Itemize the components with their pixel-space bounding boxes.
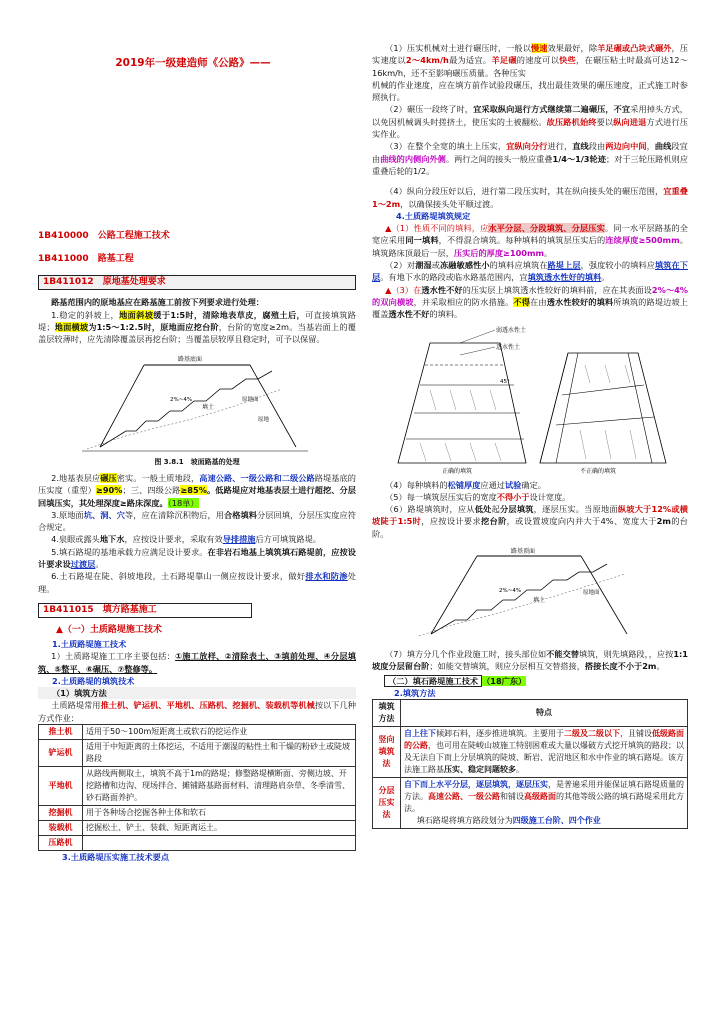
rule-3: ▲（3）在透水性不好的压实层上填筑透水性较好的填料前，应在其表面设2%～4%的双向横坡，并采取相应的防水措施。不得在由透水性较好的填料所填筑的路堤边坡上覆盖透水性不好的填料。 <box>372 284 688 320</box>
fig2-label-3: 45° <box>500 378 510 385</box>
fig2-label-1: 弱透水性土 <box>496 326 527 334</box>
table-row <box>373 727 688 778</box>
method-vertical: 竖向填筑法 <box>373 727 401 778</box>
heading-1b410000: 1B410000 公路工程施工技术 <box>38 230 170 241</box>
machine-desc: 挖掘松土、铲土、装载、短距离运土。 <box>83 820 356 835</box>
left-column <box>38 0 356 863</box>
heading-1b411015: 1B411015 填方路基施工 <box>38 603 252 619</box>
fig1-ground-label-a: 原地面 <box>242 397 259 404</box>
table-header-row <box>373 700 688 727</box>
compact-para-1-cont: 机械的作业速度，应在填方前作试验段碾压，找出最佳效果的碾压速度，正式施工时参照执行。 <box>372 79 688 103</box>
machine-desc <box>83 835 356 850</box>
para-2: 2.地基表层应碾压密实。一般土质地段，高速公路、一级公路和二级公路路堤基底的压实度（重型）≥90%；三、四级公路≥85%。低路堤应对地基表层土进行超挖、分层回填压实，其处理深度≥路床深度。（18单） <box>38 472 356 508</box>
heading-1b411012: 1B411012 原地基处理要求 <box>38 275 356 291</box>
subheading-fill-method: 2.填筑方法 <box>394 687 436 698</box>
fig1-caption: 图 3.8.1 坡面路基的处理 <box>154 458 240 467</box>
method-layered: 分层压实法 <box>373 778 401 829</box>
rule-5: （5）每一填筑层压实后的宽度不得小于设计宽度。 <box>385 491 571 502</box>
machine-desc: 从路线两侧取土，填筑不高于1m的路堤；修整路堤横断面、旁侧边坡、开挖路槽和边沟、现场拌合、摊铺路基路面材料、清理路肩杂草、冬季清雪、砂石路面养护。 <box>83 766 356 805</box>
machine-name: 压路机 <box>39 835 83 850</box>
fig2-caption-incorrect: 不正确的填筑 <box>580 467 617 475</box>
subheading-fill-rules: 4.土质路堤填筑规定 <box>396 210 471 221</box>
para-3: 3.原地面坑、洞、穴等，应在清除沉积物后，用合格填料分层回填，分层压实度应符合规定。 <box>38 509 356 533</box>
fig3-top-label: 路基顶面 <box>511 548 536 556</box>
machine-name: 平地机 <box>39 766 83 805</box>
header-method: 填筑方法 <box>373 700 401 727</box>
machine-name: 挖掘机 <box>39 805 83 820</box>
machine-desc: 用于各种场合挖掘各种土体和软石 <box>83 805 356 820</box>
subheading-compaction: 3.土质路堤压实施工技术要点 <box>62 851 170 862</box>
subheading-filling-tech: 2.土质路堤的填筑技术 <box>52 675 135 686</box>
subheading-filling-method: （1）填筑方法 <box>38 687 356 699</box>
fig2-caption-correct: 正确的填筑 <box>442 467 473 475</box>
para-1: 1.稳定的斜坡上，地面斜坡缓于1:5时，清除地表草皮，腐殖土后，可直接填筑路堤；地面横坡为1:5～1:2.5时，原地面应挖台阶，台阶的宽度≥2m。当基岩面上的覆盖层较薄时，应先清除覆盖层再挖台阶；当覆盖层较厚且稳定时，可予以保留。 <box>38 309 356 345</box>
machine-name: 铲运机 <box>39 739 83 766</box>
section-soil-embankment: ▲（一）土质路堤施工技术 <box>56 625 162 636</box>
fig1-slope-label: 2%~4% <box>170 397 193 404</box>
compact-para-2: （2）碾压一段终了时，宜采取纵向退行方式继续第二遍碾压，不宜采用掉头方式，以免因机械调头时搓挤土，使压实的土被翻松。故压路机始终要以纵向进退方式进行压实作业。 <box>372 104 688 140</box>
method-layered-desc: 自下而上水平分层，逐层填筑，逐层压实，是普遍采用并能保证填石路堤质量的方法。高速公路、一级公路和铺设高级路面的其他等级公路的填石路堤采用此方法。 填石路堤将填方路段划分为四级施工台阶、四个作业 <box>401 778 688 829</box>
rule-6: （6）路堤填筑时，应从低处起分层填筑，逐层压实。当原地面纵坡大于12%或横坡陡于1:5时，应按设计要求挖台阶，或设置坡度向内并大于4%、宽度大于2m的台阶。 <box>372 504 688 539</box>
compact-para-3: （3）在整个全宽的填土上压实，宜纵向分行进行，直线段由两边向中间，曲线段宜由曲线的内侧向外侧。两行之间的接头一般应重叠1/4～1/3轮迹；对于三轮压路机则应重叠后轮的1/2。 <box>372 141 688 176</box>
table-row <box>39 724 356 739</box>
fill-layers-figure <box>390 325 670 475</box>
embankment-figure-1 <box>82 349 312 457</box>
fig2-label-2: 透水性土 <box>496 343 521 351</box>
rule-2: （2）对潮湿或冻融敏感性小的填料应填筑在路堤上层，强度较小的填料应填筑在下层。有地下水的路段或临水路基范围内，宜填筑透水性好的填料。 <box>372 260 688 283</box>
compact-para-4: （4）纵向分段压好以后，进行第二段压实时，其在纵向接头处的碾压范围，宜重叠1～2m，以确保接头处平顺过渡。 <box>372 186 688 209</box>
table-row <box>373 778 688 829</box>
fig3-fill-label: 填土 <box>533 597 546 605</box>
machine-desc: 适用于中短距离的土体挖运，不适用于潮湿的粘性土和干燥的粉砂土或陡坡路段 <box>83 739 356 766</box>
subheading-soil-tech: 1.土质路堤施工技术 <box>52 638 127 649</box>
compact-para-1: （1）压实机械对土进行碾压时，一般以慢速效果最好，除羊足碾或凸块式碾外，压实速度以2～4km/h最为适宜。羊足碾的速度可以快些，在碾压粘土时最高可达12～16km/h，还不至影响碾压质量。各种压实 <box>372 43 688 78</box>
heading-1b411000: 1B411000 路基工程 <box>38 254 134 265</box>
para-5: 5.填石路堤的基地承载力应满足设计要求。在非岩石地基上填筑填石路堤前，应按设计要求设过渡层。 <box>38 546 356 570</box>
machine-name: 装载机 <box>39 820 83 835</box>
table-row <box>39 739 356 766</box>
table-row <box>39 835 356 850</box>
machine-name: 推土机 <box>39 724 83 739</box>
process-text: 1）土质路堤施工工序主要包括：①施工放样、②清除表土、③填前处理、④分层填筑、⑤整平、⑥碾压、⑦整修等。 <box>38 651 356 674</box>
fig1-top-label: 路基底面 <box>178 356 203 364</box>
header-feature: 特点 <box>401 700 688 727</box>
rule-4: （4）每种填料的松铺厚度应通过试验确定。 <box>385 479 546 490</box>
para-6: 6.土石路堤在陡、斜坡地段，土石路堤靠山一侧应按设计要求，做好排水和防渗处理。 <box>38 571 356 594</box>
fig1-ground-label-b: 原地 <box>258 417 270 424</box>
rule-1: ▲（1）性质不同的填料，应水平分层、分段填筑、分层压实。同一水平层路基的全宽应采用同一填料，不得混合填筑。每种填料的填筑层压实后的连续厚度≥500mm。填筑路床顶最后一层，压实后的厚度≥100mm。 <box>372 223 688 258</box>
table-row <box>39 766 356 805</box>
table-row <box>39 805 356 820</box>
fig1-fill-label: 填土 <box>202 404 215 412</box>
page-title: 2019年一级建造师《公路》—— <box>115 57 271 69</box>
machine-table <box>38 724 356 851</box>
rule-7: （7）填方分几个作业段施工时，接头部位如不能交替填筑，则先填路段，，应按1:1坡度分层留台阶；如能交替填筑，则应分层相互交替搭接，搭接长度不小于2m。 <box>372 649 688 672</box>
para-4: 4.泉眼或露头地下水，应按设计要求，采取有效导排措施后方可填筑路堤。 <box>51 534 321 545</box>
fill-method-table <box>372 699 688 829</box>
section-rock-embankment: （二）填石路堤施工技术 （18广东） <box>372 675 688 687</box>
fig3-ground-label: 原地面 <box>583 590 600 597</box>
intro-text: 路基范围内的原地基应在路基施工前按下列要求进行处理： <box>51 297 264 308</box>
method-vertical-desc: 自上往下倾卸石料，逐步推进填筑。主要用于二级及二级以下，且铺设低级路面的公路，也可用在陡峻山坡施工特别困难或大量以爆破方式挖开填筑的路段；以及无法自下而上分层填筑的陡坡、断岩、泥沼地区和水中作业的填石路堤。该方法施工路基压实、稳定问题较多。 <box>401 727 688 778</box>
right-column <box>372 42 688 829</box>
embankment-figure-2 <box>415 544 645 640</box>
machines-text: 土质路堤常用推土机、铲运机、平地机、压路机、挖掘机、装载机等机械按以下几种方式作业： <box>38 700 356 723</box>
table-row <box>39 820 356 835</box>
fig3-slope-label: 2%~4% <box>499 588 522 595</box>
machine-desc: 适用于50～100m短距离土或软石的挖运作业 <box>83 724 356 739</box>
